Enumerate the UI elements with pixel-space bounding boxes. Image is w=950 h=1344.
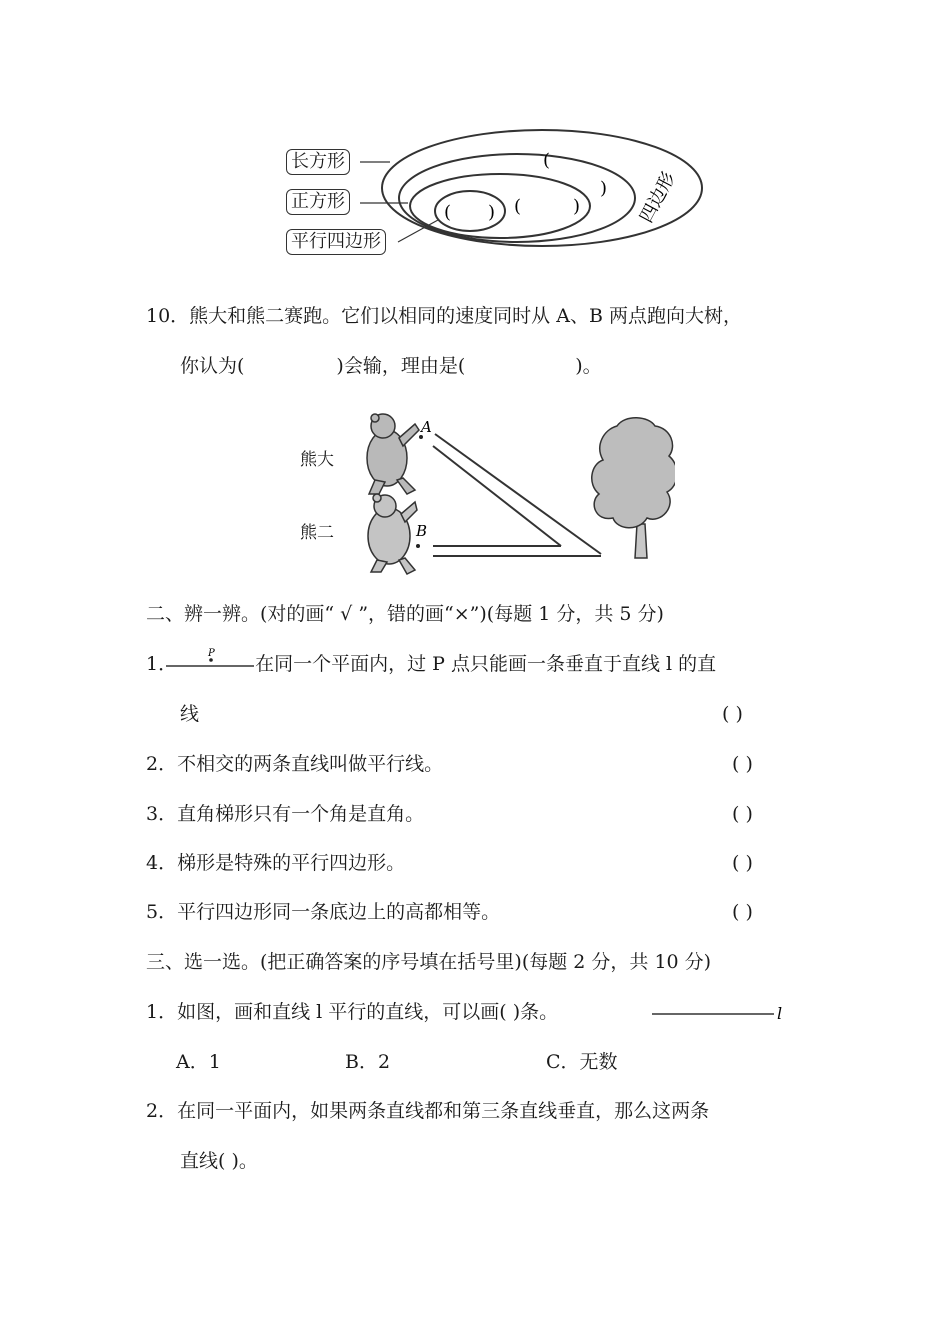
s2-item4: 4．梯形是特殊的平行四边形。	[146, 852, 406, 874]
venn-label-rectangle: 长方形	[286, 149, 350, 175]
s3-q2-line1: 2．在同一平面内，如果两条直线都和第三条直线垂直，那么这两条	[146, 1100, 710, 1122]
venn-blank-square-r: )	[488, 202, 496, 223]
s2-item2: 2．不相交的两条直线叫做平行线。	[146, 753, 444, 775]
venn-label-parallelogram: 平行四边形	[286, 229, 386, 255]
venn-blank-outer: (	[543, 150, 551, 171]
point-a-label: A	[421, 418, 432, 436]
s3-q1-option-b[interactable]: B．2	[345, 1051, 391, 1073]
tree-figure	[592, 418, 675, 558]
bear-xionger-figure	[368, 494, 417, 574]
s2-item2-answer[interactable]: ( )	[732, 753, 753, 775]
s2-item5: 5．平行四边形同一条底边上的高都相等。	[146, 901, 501, 923]
section3-title: 三、选一选。(把正确答案的序号填在括号里)(每题 2 分，共 10 分)	[146, 951, 712, 973]
race-illustration	[355, 410, 675, 580]
line-l-label: l	[777, 1004, 783, 1023]
s3-q2-line2: 直线( )。	[180, 1150, 258, 1172]
bear1-label: 熊大	[300, 450, 334, 470]
venn-blank-square-l: (	[444, 202, 452, 223]
point-p-line-figure	[164, 646, 256, 676]
s2-item3-answer[interactable]: ( )	[732, 803, 753, 825]
bear2-label: 熊二	[300, 523, 334, 543]
s2-item1: 1． 在同一个平面内，过 P 点只能画一条垂直于直线 l 的直	[146, 653, 717, 675]
venn-ellipses	[360, 120, 720, 270]
s3-q1-option-a[interactable]: A．1	[176, 1051, 221, 1073]
venn-blank-rect-l: (	[514, 196, 522, 217]
s3-q1: 1．如图，画和直线 l 平行的直线，可以画( )条。	[146, 1001, 559, 1023]
bear-xiongda-figure	[367, 414, 419, 494]
point-b-label: B	[416, 522, 428, 540]
point-p-label: P	[208, 648, 215, 659]
q10-line2: 你认为( )会输，理由是( )。	[180, 355, 602, 377]
venn-label-square: 正方形	[286, 189, 350, 215]
s2-item1-cont: 线	[180, 703, 200, 725]
s2-item1-answer[interactable]: ( )	[722, 703, 743, 725]
s2-item3: 3．直角梯形只有一个角是直角。	[146, 803, 425, 825]
s2-item5-answer[interactable]: ( )	[732, 901, 753, 923]
venn-label-quadrilateral: 四边形	[635, 168, 680, 227]
line-l-figure	[650, 1000, 790, 1028]
s3-q1-option-c[interactable]: C．无数	[546, 1051, 618, 1073]
section2-title: 二、辨一辨。(对的画“ √ ”，错的画“×”)(每题 1 分，共 5 分)	[146, 603, 664, 625]
q10-line1: 10．熊大和熊二赛跑。它们以相同的速度同时从 A、B 两点跑向大树，	[146, 305, 742, 327]
venn-blank-para: )	[600, 178, 608, 199]
s2-item4-answer[interactable]: ( )	[732, 852, 753, 874]
venn-blank-rect-r: )	[573, 196, 581, 217]
